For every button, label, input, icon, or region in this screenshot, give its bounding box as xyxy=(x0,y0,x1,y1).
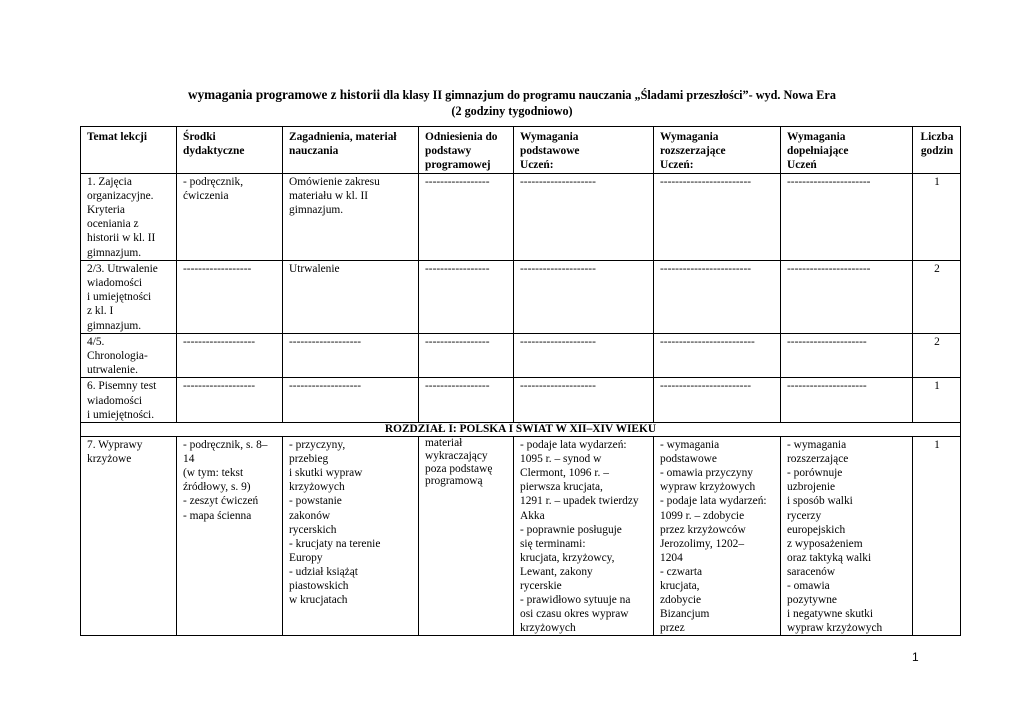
table-cell: 7. Wyprawy krzyżowe xyxy=(81,437,177,636)
header-cell: Wymagania rozszerzające Uczeń: xyxy=(654,127,781,174)
table-cell: 4/5. Chronologia- utrwalenie. xyxy=(81,333,177,378)
table-cell: -------------------- xyxy=(514,333,654,378)
title-line xyxy=(0,87,1024,103)
header-cell: Środki dydaktyczne xyxy=(177,127,283,174)
header-cell: Liczba godzin xyxy=(913,127,961,174)
table-cell: - wymagania rozszerzające - porównuje uzbrojenie i sposób walki rycerzy europejskich z wyposażeniem oraz taktyką walki saracenów - omawia pozytywne i negatywne skutki wypraw krzyżowych xyxy=(781,437,913,636)
table-row xyxy=(81,378,961,423)
table-cell: 1. Zajęcia organizacyjne. Kryteria oceniania z historii w kl. II gimnazjum. xyxy=(81,173,177,260)
table-cell: Omówienie zakresu materiału w kl. II gimnazjum. xyxy=(283,173,419,260)
table-cell: ----------------- xyxy=(419,173,514,260)
table-cell: 1 xyxy=(913,173,961,260)
table-cell: - podręcznik, s. 8– 14 (w tym: tekst źródłowy, s. 9) - zeszyt ćwiczeń - mapa ścienna xyxy=(177,437,283,636)
document-title xyxy=(0,87,1024,119)
table-cell: 2 xyxy=(913,260,961,333)
header-cell: Temat lekcji xyxy=(81,127,177,174)
table-cell: ------------------------- xyxy=(654,333,781,378)
table-cell: ------------------------ xyxy=(654,260,781,333)
table-cell: materiał wykraczający poza podstawę programową xyxy=(419,437,514,636)
table-row xyxy=(81,173,961,260)
table-cell: ---------------------- xyxy=(781,173,913,260)
table-cell: -------------------- xyxy=(514,173,654,260)
title-rest: dla klasy II gimnazjum do programu nauczania „Śladami przeszłości”- wyd. Nowa Era xyxy=(380,88,836,102)
table-cell: 2 xyxy=(913,333,961,378)
table-cell: 1 xyxy=(913,437,961,636)
table-cell: ----------------- xyxy=(419,260,514,333)
table-cell: ------------------- xyxy=(283,378,419,423)
table-cell: ------------------ xyxy=(177,260,283,333)
chapter-heading-row xyxy=(81,423,961,437)
title-main: wymagania programowe z historii xyxy=(188,87,381,102)
header-cell: Odniesienia do podstawy programowej xyxy=(419,127,514,174)
table-cell: -------------------- xyxy=(514,260,654,333)
header-cell: Zagadnienia, materiał nauczania xyxy=(283,127,419,174)
table-cell: - podręcznik, ćwiczenia xyxy=(177,173,283,260)
requirements-table xyxy=(80,126,961,636)
table-cell: ------------------- xyxy=(283,333,419,378)
table-cell: Utrwalenie xyxy=(283,260,419,333)
table-cell: 1 xyxy=(913,378,961,423)
title-subtitle: (2 godziny tygodniowo) xyxy=(451,104,573,118)
table-row xyxy=(81,333,961,378)
header-cell: Wymagania dopełniające Uczeń xyxy=(781,127,913,174)
table-cell: ----------------- xyxy=(419,378,514,423)
table-header-row xyxy=(81,127,961,174)
chapter-heading: ROZDZIAŁ I: POLSKA I ŚWIAT W XII–XIV WIEKU xyxy=(81,423,961,437)
table-cell: ------------------- xyxy=(177,378,283,423)
table-cell: - podaje lata wydarzeń: 1095 r. – synod w Clermont, 1096 r. – pierwsza krucjata, 1291 r. – upadek twierdzy Akka - poprawnie posługuje się terminami: krucjata, krzyżowcy, Lewant, zakony rycerskie - prawidłowo sytuuje na osi czasu okres wypraw krzyżowych xyxy=(514,437,654,636)
table-row xyxy=(81,437,961,636)
table-cell: ------------------------ xyxy=(654,173,781,260)
table-cell: ---------------------- xyxy=(781,260,913,333)
table-cell: --------------------- xyxy=(781,378,913,423)
header-cell: Wymagania podstawowe Uczeń: xyxy=(514,127,654,174)
table-cell: - przyczyny, przebieg i skutki wypraw krzyżowych - powstanie zakonów rycerskich - krucjaty na terenie Europy - udział książąt piastowskich w krucjatach xyxy=(283,437,419,636)
table-cell: ------------------- xyxy=(177,333,283,378)
table-cell: 2/3. Utrwalenie wiadomości i umiejętności z kl. I gimnazjum. xyxy=(81,260,177,333)
table-cell: - wymagania podstawowe - omawia przyczyny wypraw krzyżowych - podaje lata wydarzeń: 1099 r. – zdobycie przez krzyżowców Jerozolimy, 1202– 1204 - czwarta krucjata, zdobycie Bizancjum przez xyxy=(654,437,781,636)
table-cell: ----------------- xyxy=(419,333,514,378)
table-row xyxy=(81,260,961,333)
table-cell: ------------------------ xyxy=(654,378,781,423)
table-cell: --------------------- xyxy=(781,333,913,378)
table-cell: 6. Pisemny test wiadomości i umiejętności. xyxy=(81,378,177,423)
page-number: 1 xyxy=(912,650,919,664)
table-cell: -------------------- xyxy=(514,378,654,423)
